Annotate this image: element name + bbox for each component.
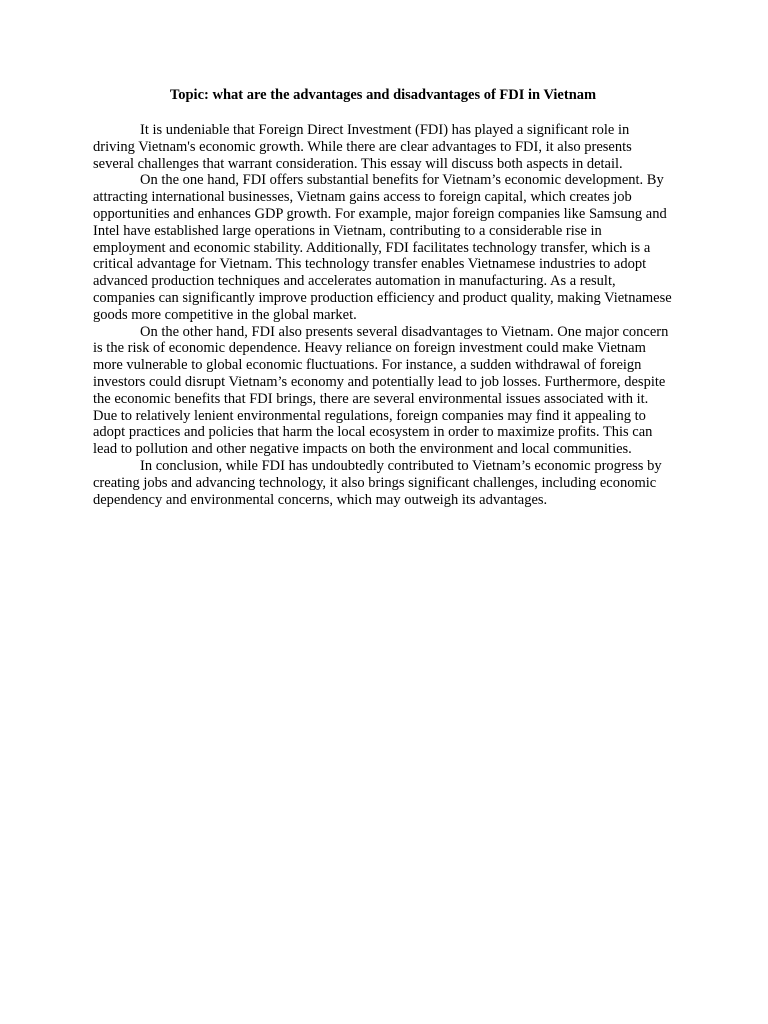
paragraph-advantages: On the one hand, FDI offers substantial benefits for Vietnam’s economic development. By attracting international businesses, Vietnam gains access to foreign capital, which creates job opportunities and enhances GDP growth. For example, major foreign companies like Samsung and Intel have established large operations in Vietnam, contributing to a considerable rise in employment and economic stability. Additionally, FDI facilitates technology transfer, which is a critical advantage for Vietnam. This technology transfer enables Vietnamese industries to adopt advanced production techniques and accelerates automation in manufacturing. As a result, companies can significantly improve production efficiency and product quality, making Vietnamese goods more competitive in the global market. (93, 172, 672, 323)
paragraph-disadvantages: On the other hand, FDI also presents several disadvantages to Vietnam. One major concern is the risk of economic dependence. Heavy reliance on foreign investment could make Vietnam more vulnerable to global economic fluctuations. For instance, a sudden withdrawal of foreign investors could disrupt Vietnam’s economy and potentially lead to job losses. Furthermore, despite the economic benefits that FDI brings, there are several environmental issues associated with it. Due to relatively lenient environmental regulations, foreign companies may find it appealing to adopt practices and policies that harm the local ecosystem in order to maximize profits. This can lead to pollution and other negative impacts on both the environment and local communities. (93, 323, 669, 458)
paragraph-introduction: It is undeniable that Foreign Direct Investment (FDI) has played a significant role in driving Vietnam's economic growth. While there are clear advantages to FDI, it also presents several challenges that warrant consideration. This essay will discuss both aspects in detail. (93, 122, 632, 172)
paragraph-conclusion: In conclusion, while FDI has undoubtedly contributed to Vietnam’s economic progress by creating jobs and advancing technology, it also brings significant challenges, including economic dependency and environmental concerns, which may outweigh its advantages. (93, 457, 662, 508)
document-title: Topic: what are the advantages and disadvantages of FDI in Vietnam (169, 87, 597, 103)
document-body (93, 86, 673, 508)
